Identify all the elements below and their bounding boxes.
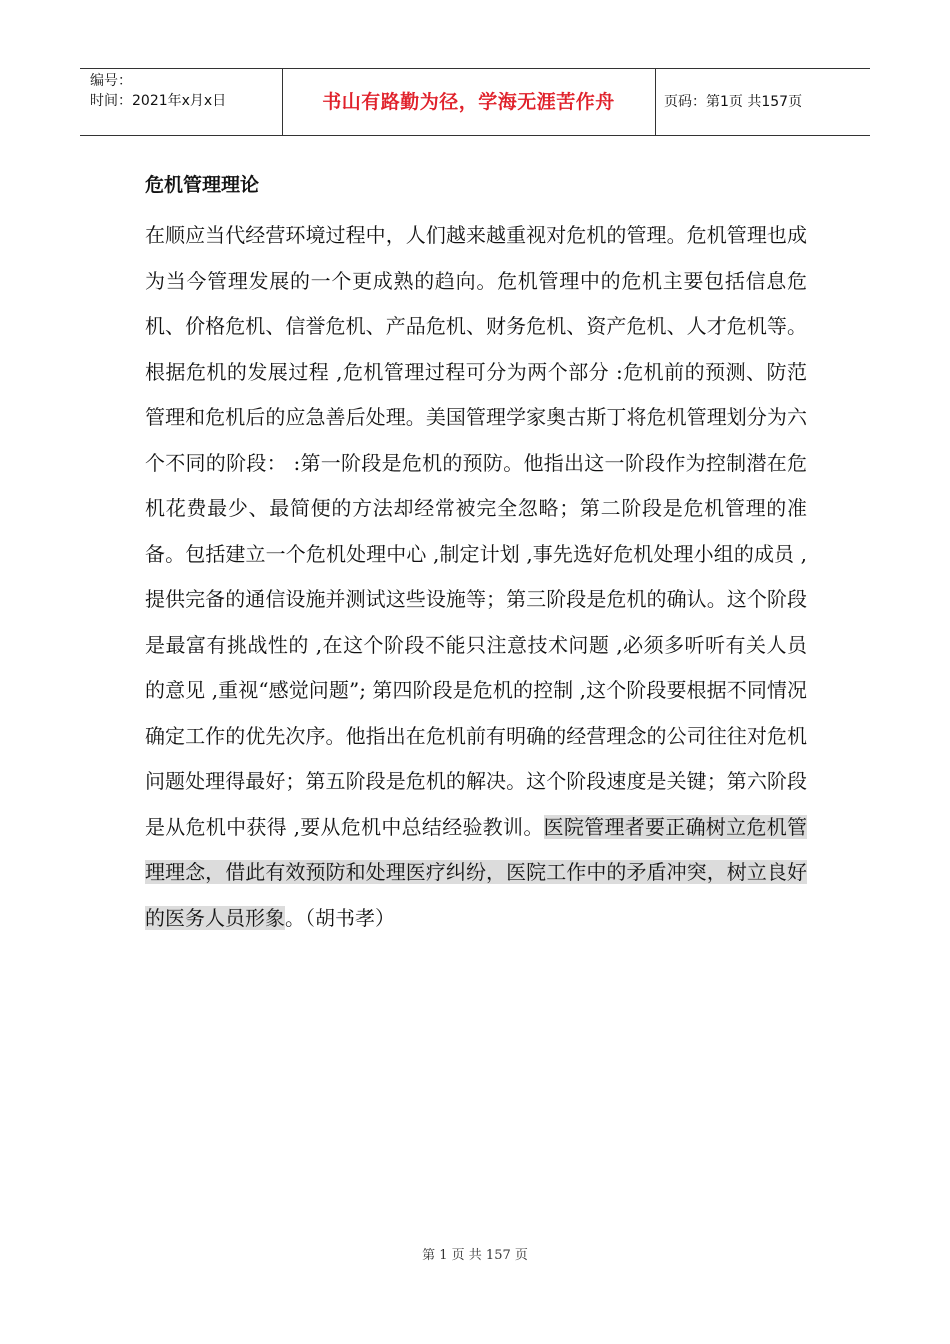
highlighted-passage: 医院管理者要正确树立危机管理理念，借此有效预防和处理医疗纠纷，医院工作中的矛盾冲突，树立良好的医务人员形象 <box>145 814 807 930</box>
body-paragraph: 在顺应当代经营环境过程中，人们越来越重视对危机的管理。危机管理也成为当今管理发展的一个更成熟的趋向。危机管理中的危机主要包括信息危机、价格危机、信誉危机、产品危机、财务危机、资产危机、人才危机等。根据危机的发展过程 ,危机管理过程可分为两个部分 :危机前的预测、防范管理和危机后的应急善后处理。美国管理学家奥古斯丁将危机管理划分为六个不同的阶段： :第一阶段是危机的预防。他指出这一阶段作为控制潜在危机花费最少、最简便的方法却经常被完全忽略；第二阶段是危机管理的准备。包括建立一个危机处理中心 ,制定计划 ,事先选好危机处理小组的成员 ,提供完备的通信设施并测试这些设施等；第三阶段是危机的确认。这个阶段是最富有挑战性的 ,在这个阶段不能只注意技术问题 ,必须多听听有关人员的意见 ,重视“感觉问题”; 第四阶段是危机的控制 ,这个阶段要根据不同情况确定工作的优先次序。他指出在危机前有明确的经营理念的公司往往对危机问题处理得最好；第五阶段是危机的解决。这个阶段速度是关键；第六阶段是从危机中获得 ,要从危机中总结经验教训。 <box>145 223 807 839</box>
page-footer: 第 1 页 共 157 页 <box>422 1248 528 1263</box>
header-meta <box>90 71 226 111</box>
header-motto: 书山有路勤为径，学海无涯苦作舟 <box>322 91 615 113</box>
serial-label: 编号： <box>90 73 132 89</box>
header-page-info: 页码：第1页 共157页 <box>664 94 803 110</box>
date-line: 时间：2021年x月x日 <box>90 93 227 109</box>
page-header <box>80 68 870 136</box>
document-body <box>145 213 807 941</box>
author-attribution: 。（胡书孝） <box>285 905 395 930</box>
document-title: 危机管理理论 <box>145 174 260 196</box>
header-divider-right <box>655 69 656 136</box>
